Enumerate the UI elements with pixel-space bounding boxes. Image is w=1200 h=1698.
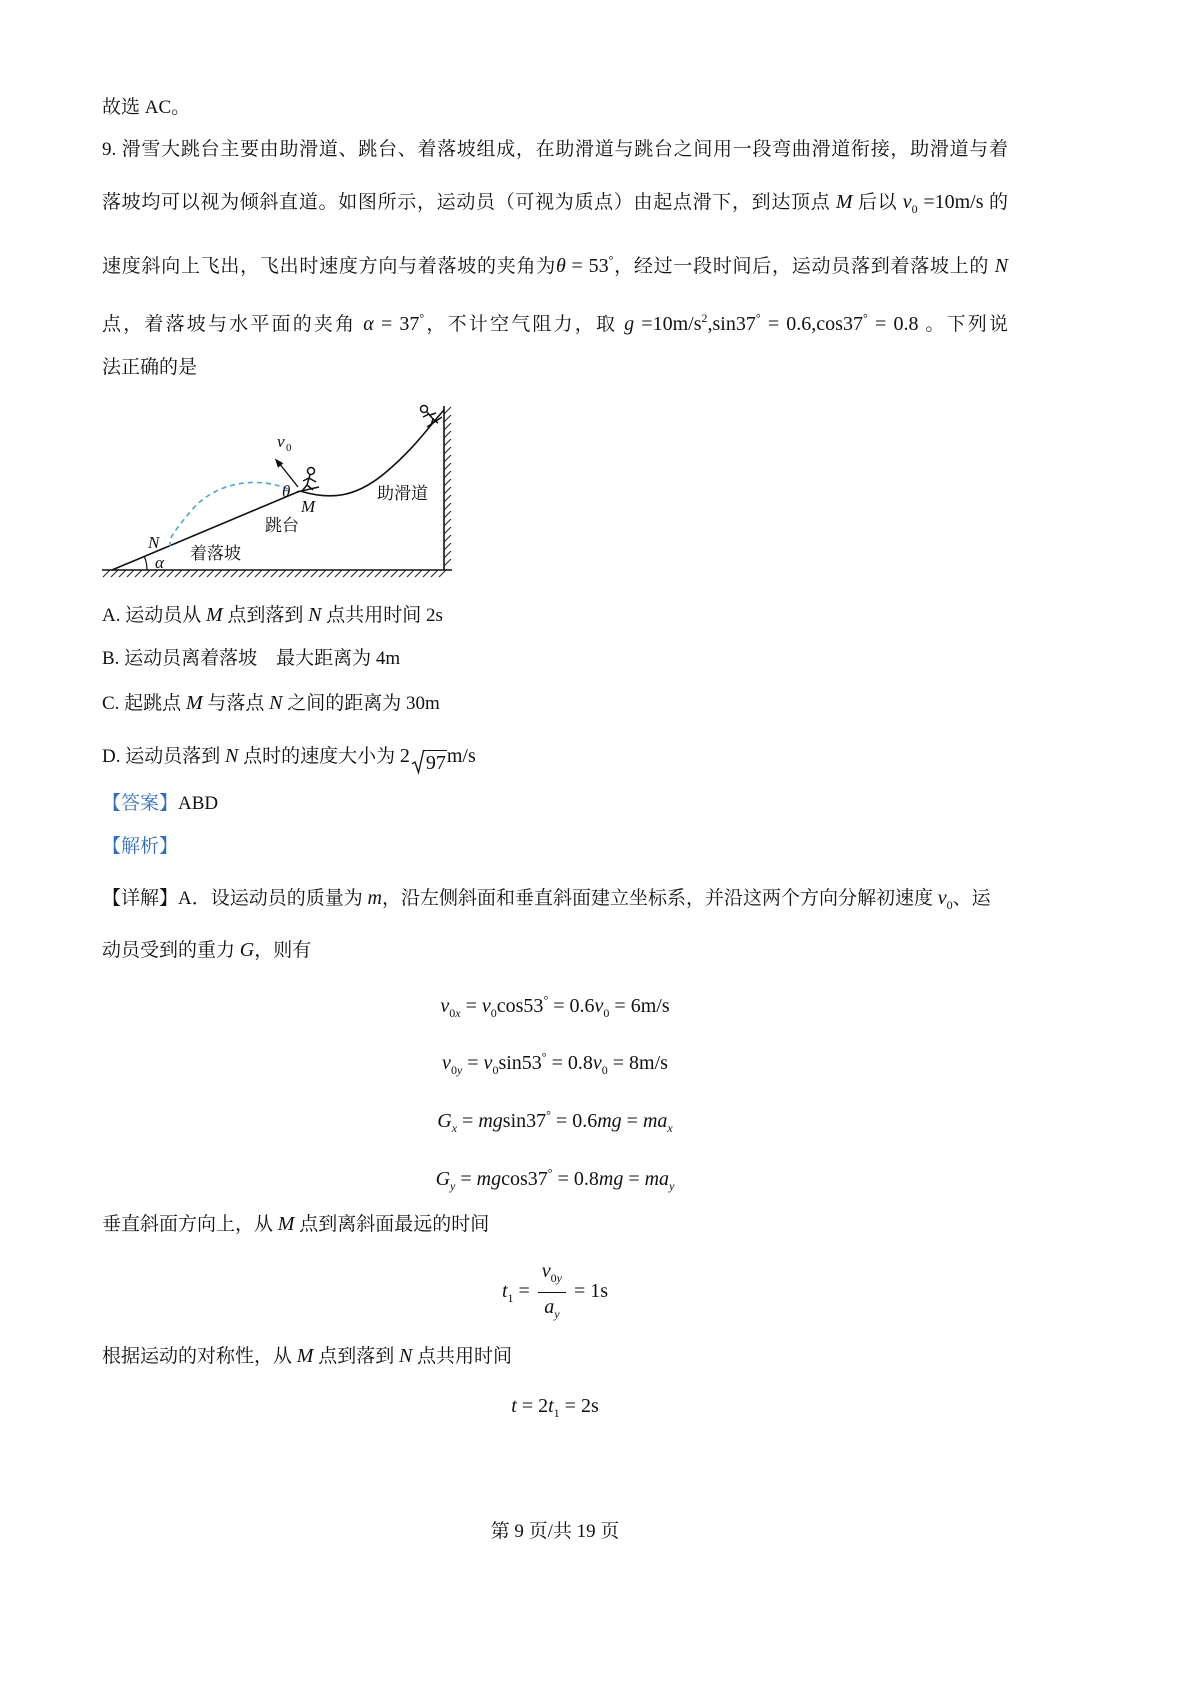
- text-run: 垂直斜面方向上，从: [102, 1214, 278, 1235]
- math-text: =: [513, 1279, 535, 1302]
- math-text: cos37: [501, 1168, 548, 1190]
- math-subscript: 0: [490, 1006, 497, 1020]
- text-run: 点共用时间: [412, 1346, 513, 1367]
- takeoff-label: 跳台: [265, 516, 299, 535]
- math-variable: mg: [598, 1168, 624, 1190]
- math-superscript: °: [755, 311, 761, 325]
- math-variable: g: [624, 313, 635, 335]
- math-subscript: 0: [911, 202, 918, 216]
- text-run: 点到离斜面最远的时间: [294, 1214, 490, 1235]
- text-run: 9. 滑雪大跳台主要由助滑道、跳台、着落坡组成，在助滑道与跳台之间用一段弯曲滑道衔接，助滑道与着: [102, 139, 1008, 160]
- previous-conclusion: [102, 94, 1008, 122]
- math-subscript: 0: [450, 1063, 457, 1077]
- math-variable: N: [224, 745, 239, 767]
- math-text: = 0.6,cos37: [760, 313, 863, 335]
- math-variable: mg: [476, 1168, 502, 1190]
- page-footer: 第 9 页/共 19 页: [490, 1521, 620, 1542]
- text-run: 、运: [952, 888, 991, 909]
- text-run: 动员受到的重力: [102, 940, 240, 961]
- math-text: sin37: [502, 1110, 547, 1132]
- math-variable: t: [511, 1395, 517, 1417]
- math-text: =10m/s: [917, 191, 984, 213]
- analysis-heading: [102, 833, 1008, 861]
- text-run: 点时的速度大小为: [238, 746, 400, 767]
- detail-line-2: [102, 936, 1008, 964]
- math-variable: t: [501, 1279, 508, 1302]
- question-line-4: [102, 304, 1008, 335]
- text-run: 速度斜向上飞出，飞出时速度方向与着落坡的夹角为: [102, 256, 556, 277]
- math-subscript: x: [451, 1121, 458, 1135]
- equation-v0x: [102, 986, 1008, 1020]
- math-text: = 2s: [559, 1395, 599, 1417]
- math-text: =: [462, 1052, 484, 1074]
- math-text: = 6m/s: [609, 995, 670, 1017]
- math-subscript: x: [455, 1006, 461, 1020]
- math-variable: ma: [644, 1168, 670, 1190]
- option-c: [102, 689, 1008, 717]
- math-text: = 0.6: [550, 1110, 598, 1132]
- math-superscript: °: [862, 311, 868, 325]
- math-text: = 0.8: [552, 1168, 599, 1190]
- landing-slope-label: 着落坡: [190, 544, 241, 563]
- math-superscript: °: [419, 311, 425, 325]
- highlight-label: 【解析】: [102, 836, 179, 857]
- question-line-5: [102, 354, 1008, 382]
- math-variable: G: [437, 1110, 452, 1132]
- math-subscript: 0: [603, 1006, 610, 1020]
- text-run: ，则有: [254, 940, 312, 961]
- equation-t: [102, 1392, 1008, 1420]
- text-run: 【详解】A．设运动员的质量为: [102, 888, 368, 909]
- text-run: ，沿左侧斜面和垂直斜面建立坐标系，并沿这两个方向分解初速度: [381, 888, 938, 909]
- text-run: 故选 AC。: [102, 97, 191, 118]
- math-variable: v: [902, 191, 912, 213]
- equation-gx: [102, 1101, 1008, 1135]
- math-subscript: 0: [601, 1063, 608, 1077]
- question-line-1: [102, 136, 1008, 164]
- math-subscript: y: [669, 1179, 675, 1193]
- math-text: ,sin37: [707, 313, 756, 335]
- math-subscript: 0: [492, 1063, 499, 1077]
- math-text: =10m/s: [634, 313, 702, 335]
- math-variable: v: [937, 887, 947, 909]
- math-text: = 8m/s: [607, 1052, 668, 1074]
- math-superscript: °: [547, 1166, 553, 1180]
- inrun-curve: [300, 410, 444, 496]
- option-a: [102, 601, 1008, 629]
- equation-v0y: [102, 1043, 1008, 1077]
- point-m-label: M: [301, 497, 316, 516]
- math-text: =: [623, 1168, 645, 1190]
- math-text: =: [455, 1168, 477, 1190]
- math-text: m/s: [446, 745, 476, 767]
- math-variable: M: [205, 604, 223, 626]
- text-run: 之间的距离为 30m: [282, 693, 440, 714]
- math-variable: mg: [478, 1110, 503, 1132]
- radicand: 97: [425, 752, 446, 774]
- text-run: 点，着落坡与水平面的夹角: [102, 314, 364, 335]
- math-superscript: °: [543, 993, 549, 1007]
- math-text: 2: [399, 745, 410, 767]
- text-run: B. 运动员离着落坡 最大距离为 4m: [102, 648, 401, 669]
- math-variable: v: [442, 1052, 451, 1074]
- math-variable: mg: [597, 1110, 622, 1132]
- math-variable: M: [277, 1213, 295, 1235]
- answer-line: [102, 790, 1008, 818]
- text-run: 落坡均可以视为倾斜直道。如图所示，运动员（可视为质点）由起点滑下，到达顶点: [102, 192, 836, 213]
- math-subscript: 0: [449, 1006, 456, 1020]
- text-run: A. 运动员从: [102, 605, 206, 626]
- math-text: = 0.6: [548, 995, 595, 1017]
- math-variable: N: [308, 604, 322, 626]
- math-subscript: y: [456, 1063, 463, 1077]
- math-superscript: 2: [701, 311, 708, 325]
- math-subscript: 1: [507, 1290, 514, 1305]
- v0-symbol: v: [277, 432, 285, 451]
- math-superscript: °: [608, 253, 614, 267]
- highlight-label: 【答案】: [102, 793, 179, 814]
- math-variable: m: [367, 887, 382, 909]
- text-run: 点到落到: [222, 605, 309, 626]
- inrun-label: 助滑道: [377, 484, 428, 503]
- math-variable: N: [994, 255, 1008, 277]
- v0-subscript: 0: [286, 442, 292, 454]
- math-subscript: y: [556, 1271, 562, 1285]
- math-variable: θ: [555, 255, 566, 277]
- flight-trajectory: [170, 482, 291, 546]
- text-run: 点共用时间 2s: [321, 605, 443, 626]
- perpendicular-text: [102, 1210, 1008, 1238]
- text-run: D. 运动员落到: [102, 746, 225, 767]
- math-subscript: y: [450, 1179, 456, 1193]
- text-run: C. 起跳点: [102, 693, 186, 714]
- text-run: 法正确的是: [102, 357, 198, 378]
- equation-gy: [102, 1159, 1008, 1193]
- square-root: [411, 749, 447, 775]
- math-variable: M: [296, 1345, 314, 1367]
- text-run: 与落点: [202, 693, 270, 714]
- math-text: = 0.8: [867, 313, 919, 335]
- fraction-denominator: [538, 1293, 566, 1327]
- math-variable: ma: [642, 1110, 668, 1132]
- math-variable: N: [269, 692, 283, 714]
- fraction-numerator: [538, 1258, 566, 1293]
- math-variable: v: [541, 1260, 551, 1282]
- equation-t1: [102, 1258, 1008, 1321]
- math-text: = 2: [516, 1395, 549, 1417]
- math-superscript: °: [541, 1050, 547, 1064]
- radical-sign-icon: [411, 749, 425, 775]
- detail-line-1: [102, 884, 1008, 912]
- v0-label: [277, 432, 285, 451]
- math-text: = 1s: [569, 1279, 609, 1302]
- math-variable: M: [835, 191, 853, 213]
- math-text: =: [460, 995, 482, 1017]
- theta-label: θ: [282, 482, 291, 501]
- text-run: 根据运动的对称性，从: [102, 1346, 297, 1367]
- math-variable: t: [548, 1395, 554, 1417]
- math-text: = 0.8: [546, 1052, 593, 1074]
- question-line-3: [102, 246, 1008, 277]
- math-variable: v: [483, 1052, 493, 1074]
- math-subscript: 0: [550, 1271, 557, 1285]
- math-text: sin53: [498, 1052, 542, 1074]
- text-run: 的: [983, 192, 1008, 213]
- math-text: cos53: [496, 995, 544, 1017]
- symmetry-text: [102, 1342, 1008, 1370]
- alpha-angle-arc: [144, 557, 147, 571]
- fraction: [538, 1258, 566, 1327]
- math-variable: G: [435, 1168, 451, 1190]
- math-superscript: °: [546, 1108, 551, 1122]
- math-variable: M: [185, 692, 203, 714]
- math-subscript: x: [667, 1121, 673, 1135]
- text-run: 后以: [852, 192, 903, 213]
- text-run: 。下列说: [918, 314, 1008, 335]
- math-variable: v: [592, 1052, 602, 1074]
- math-variable: G: [239, 939, 255, 961]
- math-text: =: [621, 1110, 643, 1132]
- question-line-2: [102, 188, 1008, 216]
- math-text: = 37: [373, 313, 420, 335]
- text-run: ，不计空气阻力，取: [424, 314, 625, 335]
- wall-hatching: [444, 407, 451, 566]
- math-text: =: [457, 1110, 479, 1132]
- math-subscript: 0: [946, 898, 953, 912]
- alpha-label: α: [155, 553, 164, 572]
- math-variable: N: [398, 1345, 413, 1367]
- math-variable: v: [440, 995, 450, 1017]
- skier-at-takeoff-icon: [297, 468, 319, 493]
- text-run: 点到落到: [313, 1346, 399, 1367]
- math-text: = 53: [565, 255, 609, 277]
- point-n-label: N: [148, 533, 160, 552]
- math-variable: v: [594, 995, 604, 1017]
- text-run: ，经过一段时间后，运动员落到着落坡上的: [613, 256, 995, 277]
- option-b: [102, 645, 1008, 673]
- math-variable: v: [481, 995, 491, 1017]
- math-subscript: y: [554, 1307, 560, 1321]
- math-subscript: 1: [553, 1406, 560, 1420]
- math-variable: α: [363, 313, 374, 335]
- ski-jump-diagram: [100, 398, 460, 584]
- math-variable: a: [544, 1296, 555, 1318]
- option-d: [102, 742, 1008, 774]
- text-run: ABD: [178, 793, 219, 814]
